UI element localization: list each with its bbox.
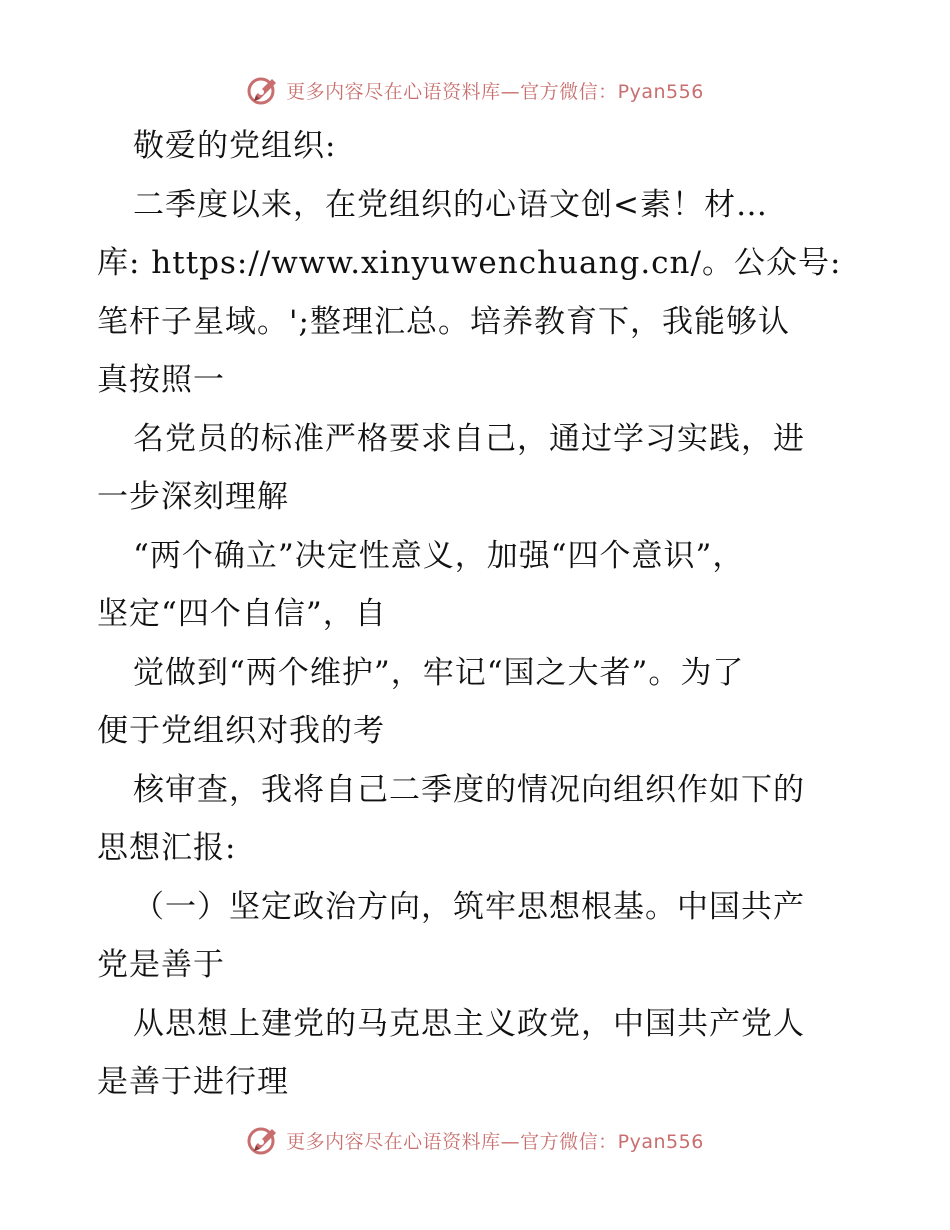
section-heading-line: （一）坚定政治方向，筑牢思想根基。中国共产 [133, 888, 805, 925]
paragraph-line: 笔杆子星域。';整理汇总。培养教育下，我能够认 [97, 303, 790, 340]
paragraph-line: 从思想上建党的马克思主义政党，中国共产党人 [133, 1005, 805, 1042]
paragraph-line: 一步深刻理解 [97, 479, 289, 515]
paragraph-line: 核审查，我将自己二季度的情况向组织作如下的 [133, 771, 805, 808]
paragraph-line: 库: https://www.xinyuwenchuang.cn/。公众号: [97, 245, 842, 281]
pen-nib-logo-icon [246, 1123, 280, 1157]
paragraph-line: 觉做到“两个维护”，牢记“国之大者”。为了 [133, 654, 745, 691]
salutation: 敬爱的党组织: [133, 128, 337, 164]
paragraph-line: 便于党组织对我的考 [97, 713, 385, 749]
paragraph-line: 是善于进行理 [97, 1064, 289, 1100]
paragraph-line: 思想汇报: [97, 830, 237, 866]
footer-banner [0, 1120, 950, 1160]
footer-banner-text: 更多内容尽在心语资料库—官方微信：Pyan556 [286, 1130, 704, 1153]
paragraph-line: 党是善于 [97, 947, 225, 983]
paragraph-line: 坚定“四个自信”，自 [97, 596, 387, 632]
document-body [97, 117, 857, 1112]
paragraph-line: 真按照一 [97, 362, 225, 398]
paragraph-line: 二季度以来，在党组织的心语文创<素！材… [133, 186, 768, 223]
paragraph-line: “两个确立”决定性意义，加强“四个意识”， [133, 537, 745, 574]
header-banner-text: 更多内容尽在心语资料库—官方微信：Pyan556 [286, 80, 704, 103]
pen-nib-logo-icon [246, 73, 280, 107]
header-banner [0, 70, 950, 110]
paragraph-line: 名党员的标准严格要求自己，通过学习实践，进 [133, 420, 805, 457]
